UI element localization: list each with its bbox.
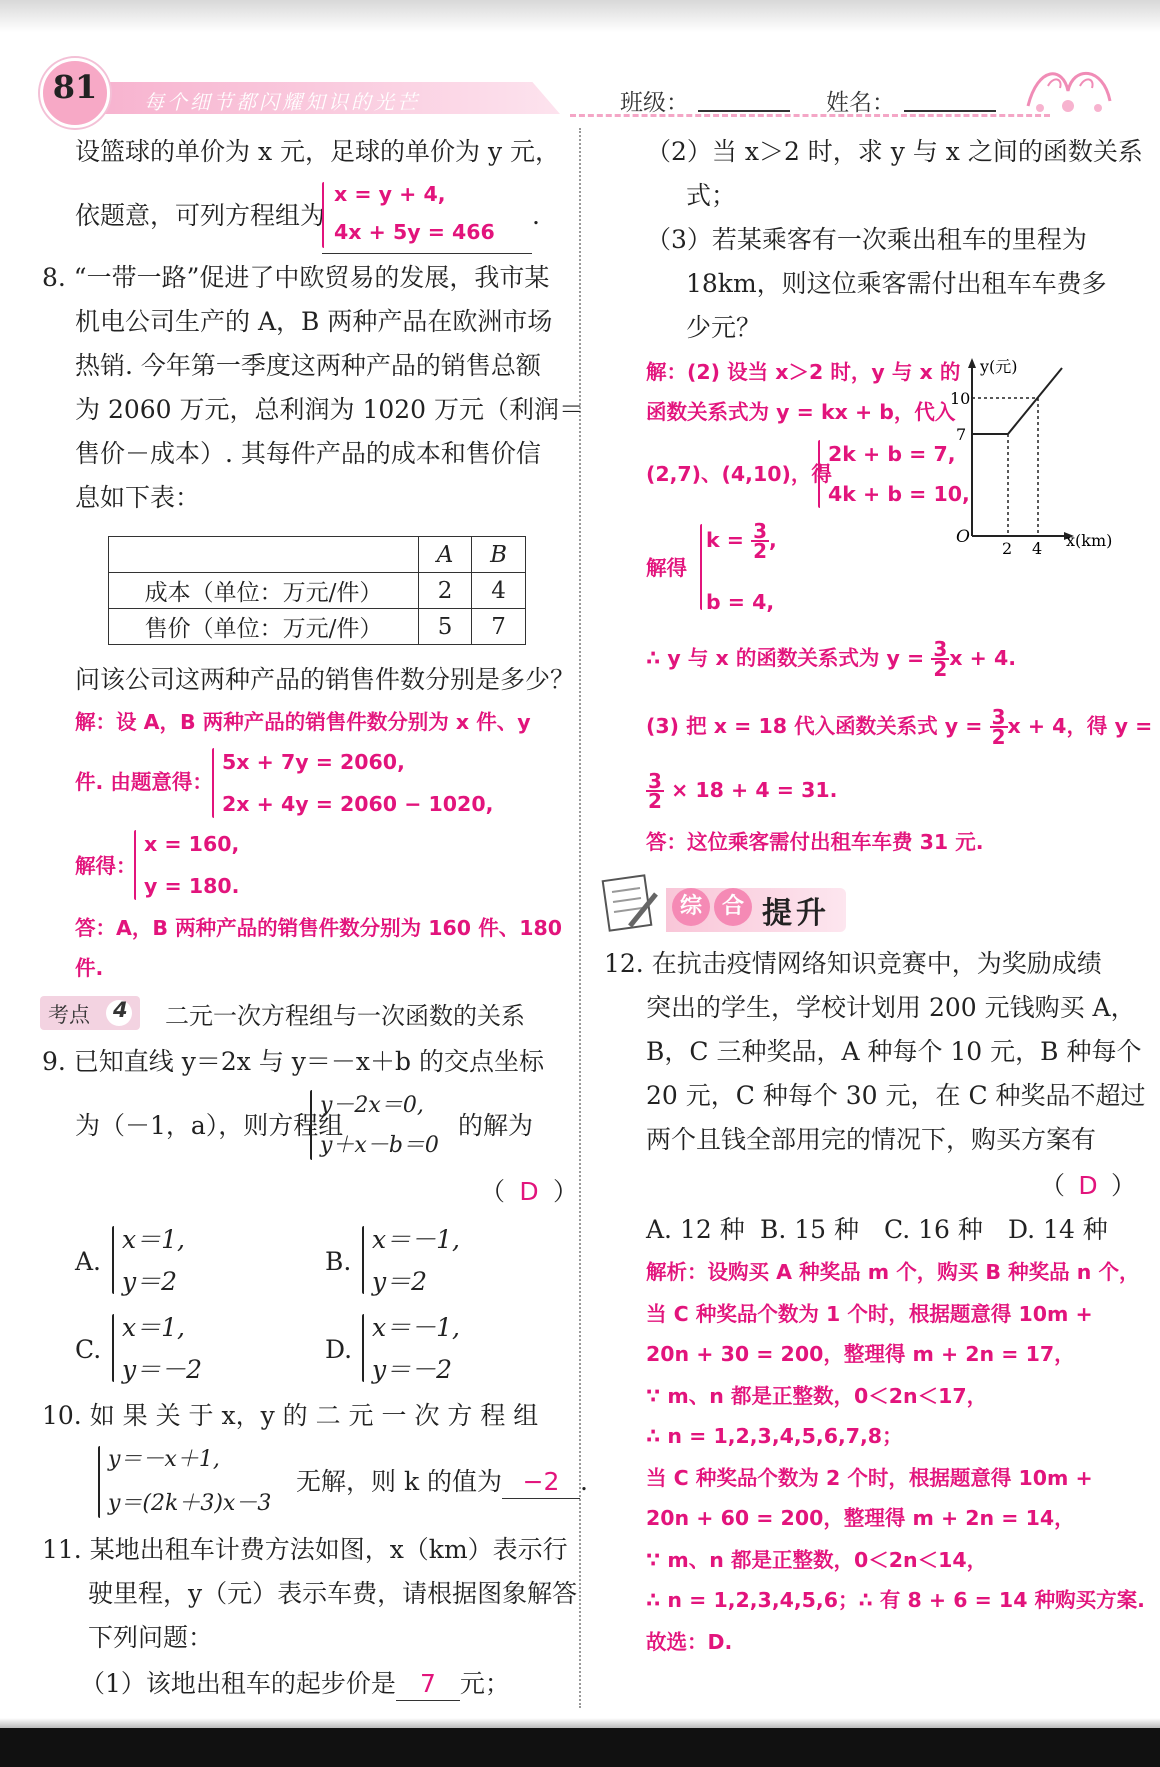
- rising-segment: [1008, 368, 1062, 434]
- question-11: 11. 某地出租车计费方法如图，x（km）表示行: [42, 1535, 568, 1564]
- banner-title: 提升: [762, 896, 830, 931]
- solution-8: 解：设 A，B 两种产品的销售件数分别为 x 件、y: [75, 710, 531, 734]
- bottom-frame: [0, 1728, 1160, 1767]
- x-tick-4: 4: [1032, 539, 1043, 556]
- answer-q11-1: 7: [396, 1668, 460, 1701]
- taxi-fare-graph: [950, 356, 1130, 556]
- x-tick-2: 2: [1002, 539, 1013, 556]
- page-number: 81: [52, 68, 98, 106]
- name-label: 姓名：: [826, 90, 895, 116]
- notepad-icon: [600, 870, 664, 934]
- text-line: 依题意，可列方程组为: [75, 201, 326, 230]
- question-10: 10. 如 果 关 于 x，y 的 二 元 一 次 方 程 组: [42, 1401, 539, 1430]
- section-title: 二元一次方程组与一次函数的关系: [165, 1002, 525, 1030]
- solution-11: 解：(2) 设当 x＞2 时，y 与 x 的: [646, 360, 961, 384]
- y-tick-7: 7: [956, 425, 967, 444]
- top-frame: [0, 0, 1160, 32]
- option-c-q12[interactable]: C. 16 种: [884, 1215, 983, 1244]
- answer-q12: D: [1078, 1171, 1098, 1200]
- class-label: 班级：: [620, 90, 689, 116]
- header-band: [40, 56, 1120, 120]
- question-12: 12. 在抗击疫情网络知识竞赛中，为奖励成绩: [604, 949, 1102, 978]
- product-table: A B 成本（单位：万元/件） 2 4 售价（单位：万元/件） 5 7: [108, 536, 526, 645]
- section-banner: [600, 868, 850, 936]
- section-badge: 考点 4: [40, 996, 140, 1030]
- x-axis-label: x(km): [1066, 531, 1113, 550]
- flourish-decoration: [1018, 56, 1118, 120]
- banner-char-1: 综: [672, 888, 710, 926]
- question-8: 8. “一带一路”促进了中欧贸易的发展，我市某: [42, 263, 550, 292]
- class-field[interactable]: [698, 110, 790, 112]
- option-a-q12[interactable]: A. 12 种: [646, 1215, 745, 1244]
- y-tick-10: 10: [950, 389, 971, 408]
- header-slogan: 每个细节都闪耀知识的光芒: [144, 90, 420, 114]
- option-d-q12[interactable]: D. 14 种: [1008, 1215, 1108, 1244]
- name-field[interactable]: [904, 110, 996, 112]
- question-9: 9. 已知直线 y＝2x 与 y＝－x＋b 的交点坐标: [42, 1047, 544, 1076]
- solution-12: 解析：设购买 A 种奖品 m 个，购买 B 种奖品 n 个，: [646, 1260, 1140, 1284]
- text-line: 设篮球的单价为 x 元，足球的单价为 y 元，: [75, 137, 561, 166]
- question-8-ask: 问该公司这两种产品的销售件数分别是多少？: [75, 665, 576, 694]
- option-b-q12[interactable]: B. 15 种: [760, 1215, 860, 1244]
- y-axis-label: y(元): [980, 357, 1018, 376]
- answer-q9: D: [519, 1177, 539, 1206]
- banner-char-2: 合: [714, 888, 752, 926]
- answer-q10: −2: [502, 1466, 580, 1499]
- answer-system-q7: x = y + 4, 4x + 5y = 466: [322, 176, 532, 254]
- origin-label: O: [956, 527, 970, 547]
